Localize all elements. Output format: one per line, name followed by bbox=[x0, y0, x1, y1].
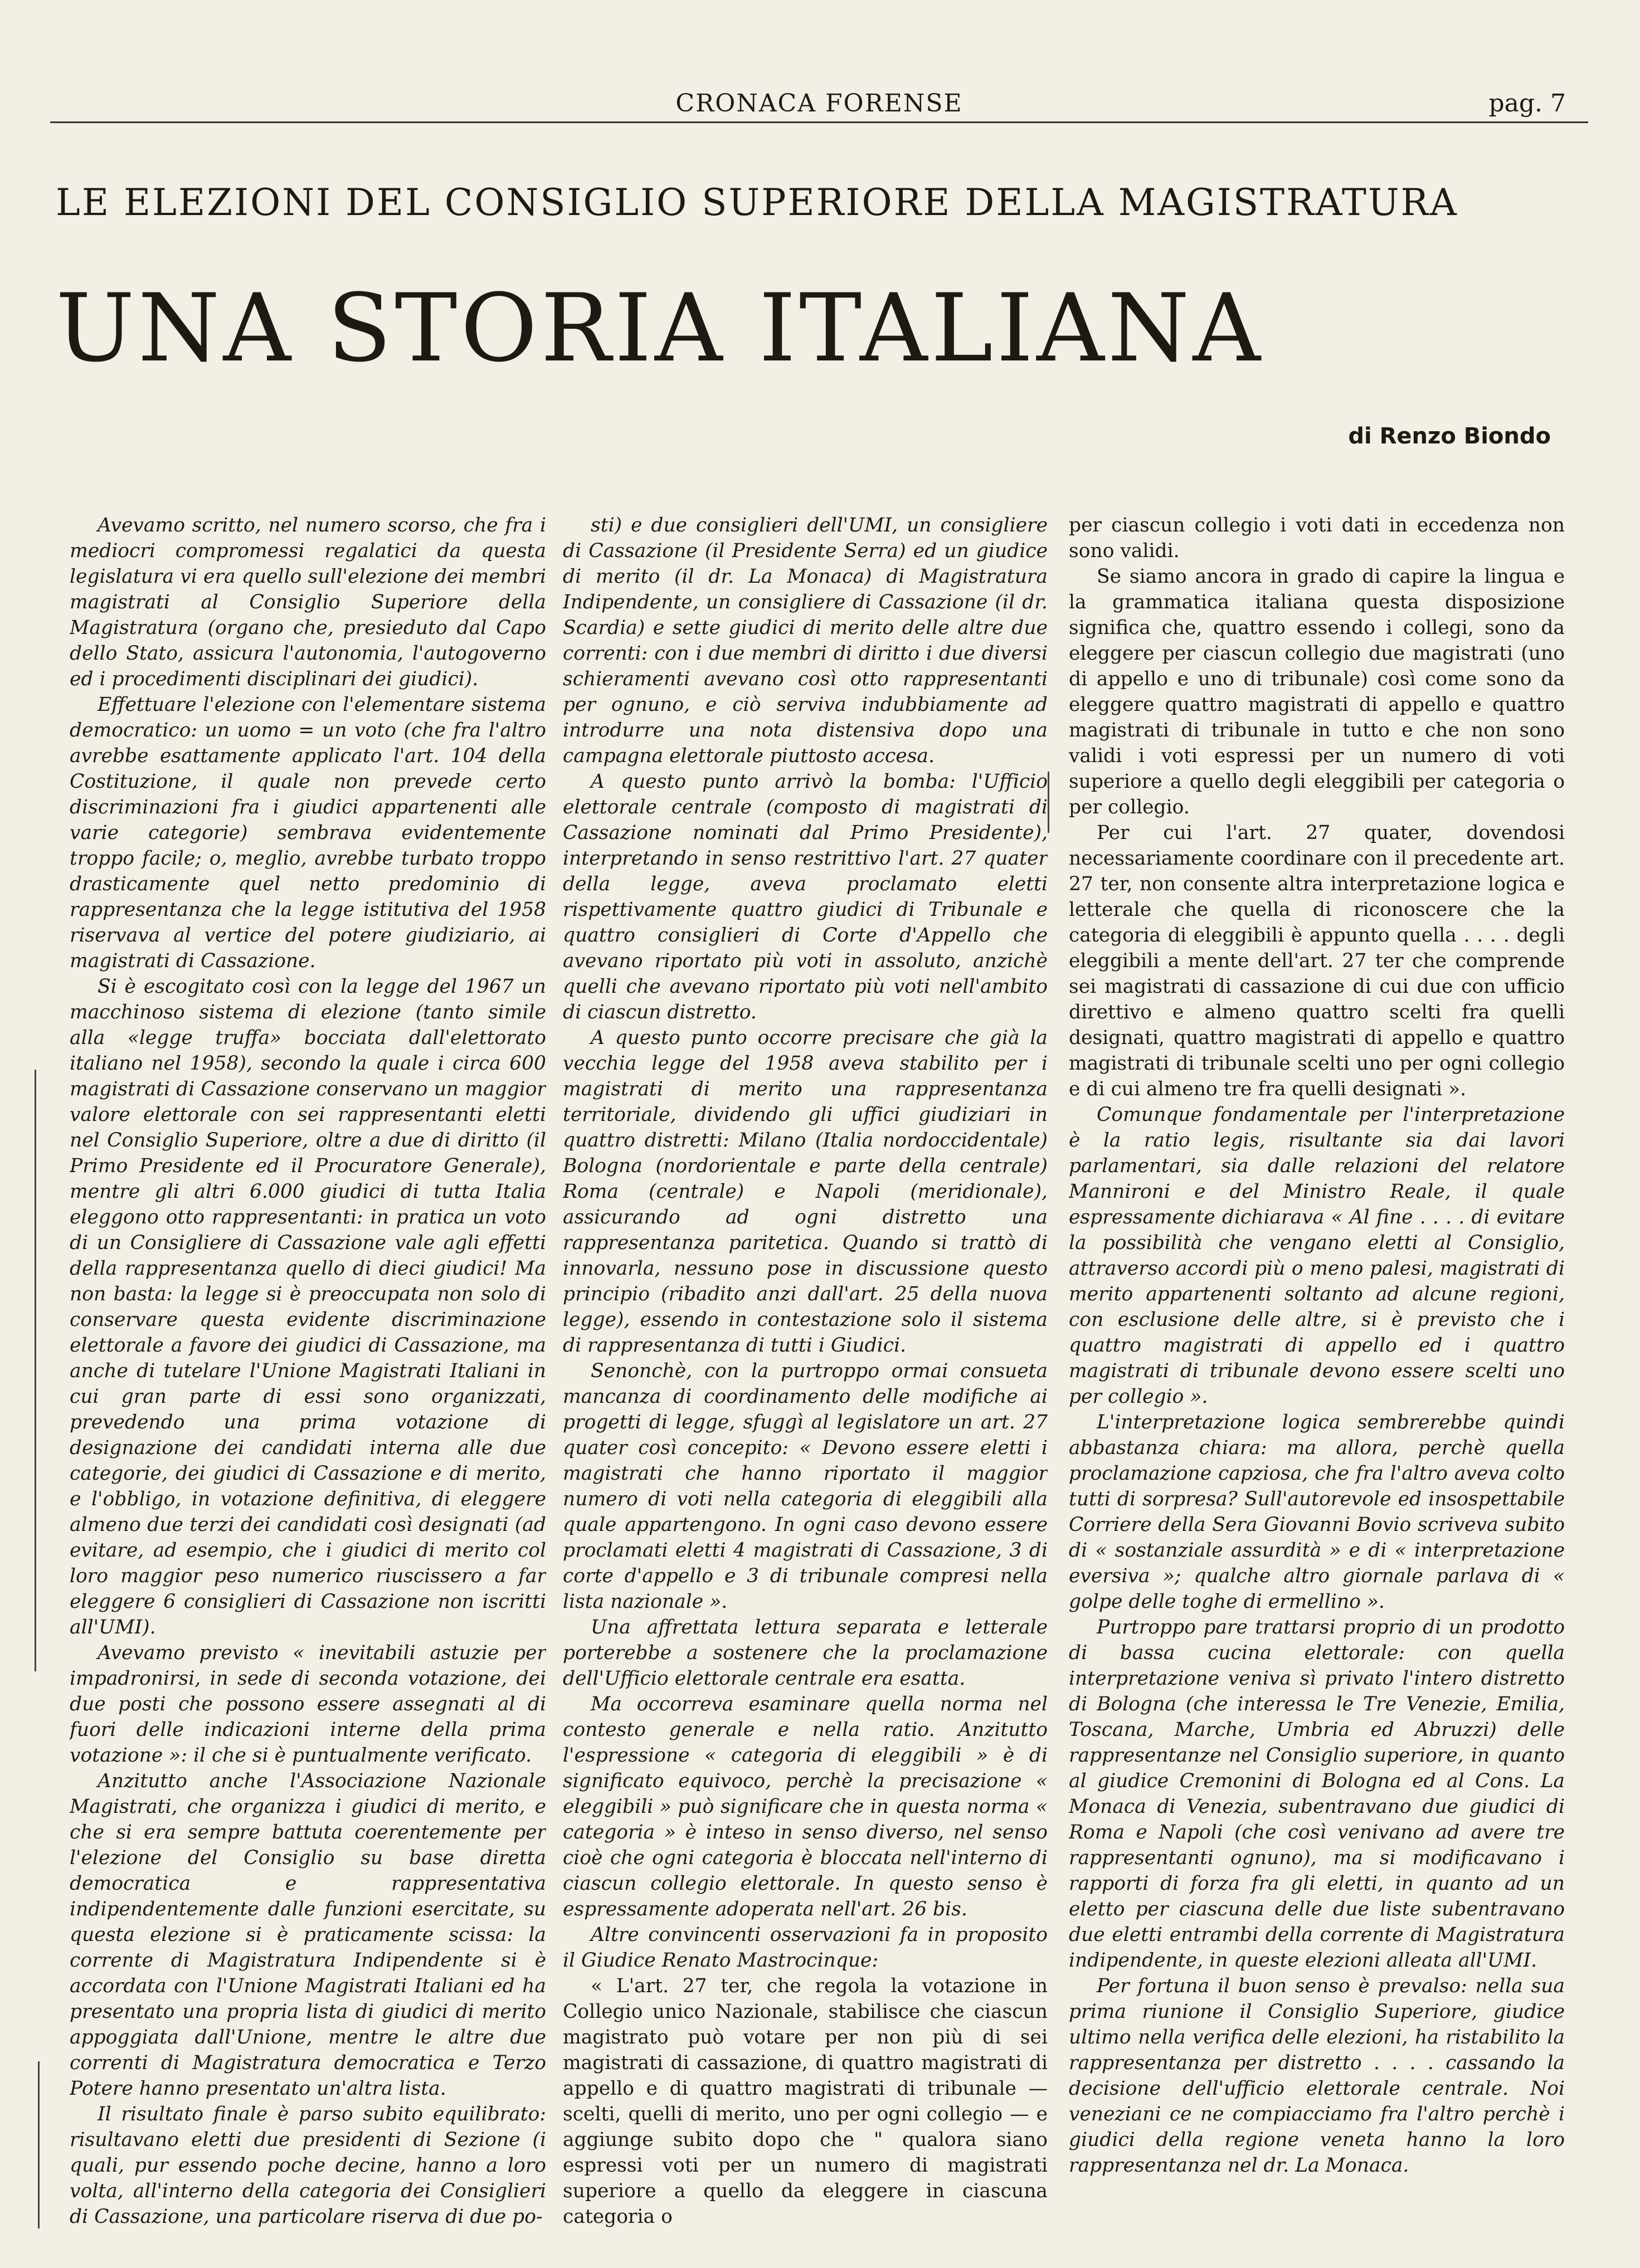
margin-mark bbox=[35, 1070, 36, 1671]
paragraph: L'interpretazione logica sembrerebbe quindi abbastanza chiara: ma allora, perchè quella proclamazione capziosa, che fra l'altro aveva colto tutti di sorpresa? Sull'autorevole ed insospettabile Corriere della Sera Giovanni Bovio scriveva subito di « sostanziale assurdità » e di « interpretazione eversiva »; qualche altro giornale parlava di « golpe delle toghe di ermellino ». bbox=[1069, 1411, 1565, 1613]
text-column-2 bbox=[563, 513, 1048, 2228]
paragraph: Effettuare l'elezione con l'elementare sistema democratico: un uomo = un voto (che fra l'altro avrebbe esattamente applicato l'art. 104 della Costituzione, il quale non prevede certo discriminazioni fra i giudici appartenenti alle varie categorie) sembrava evidentemente troppo facile; o, meglio, avrebbe turbato troppo drasticamente quel netto predominio di rappresentanza che la legge istitutiva del 1958 riservava al vertice del potere giudiziario, ai magistrati di Cassazione. bbox=[70, 694, 546, 972]
quotation-paragraph: Se siamo ancora in grado di capire la lingua e la grammatica italiana questa disposizione significa che, quattro essendo i collegi, sono da eleggere per ciascun collegio due magistrati (uno di appello e uno di tribunale) così come sono da eleggere quattro magistrati di appello e quattro magistrati di tribunale in tutto e che non sono validi i voti espressi per un numero di voti superiore a quello degli eleggibili per categoria o per collegio. bbox=[1069, 565, 1565, 818]
running-header bbox=[50, 84, 1588, 128]
article-headline: UNA STORIA ITALIANA bbox=[56, 274, 1264, 383]
paragraph: Senonchè, con la purtroppo ormai consueta mancanza di coordinamento delle modifiche ai progetti di legge, sfuggì al legislatore un art. 27 quater così concepito: « Devono essere eletti i magistrati che hanno riportato il maggior numero di voti nella categoria di eleggibili alla quale appartengono. In ogni caso devono essere proclamati eletti 4 magistrati di Cassazione, 3 di corte d'appello e 3 di tribunale compresi nella lista nazionale ». bbox=[563, 1360, 1048, 1613]
paragraph: sti) e due consiglieri dell'UMI, un consigliere di Cassazione (il Presidente Serra) ed un giudice di merito (il dr. La Monaca) di Magistratura Indipendente, un consigliere di Cassazione (il dr. Scardia) e sette giudici di merito delle altre due correnti: con i due membri di diritto i due diversi schieramenti avevano così otto rappresentanti per ognuno, e ciò serviva indubbiamente ad introdurre una nota distensiva dopo una campagna elettorale piuttosto accesa. bbox=[563, 514, 1048, 767]
paragraph: Si è escogitato così con la legge del 1967 un macchinoso sistema di elezione (tanto simile alla «legge truffa» bocciata dall'elettorato italiano nel 1958), secondo la quale i circa 600 magistrati di Cassazione conservano un maggior valore elettorale con sei rappresentanti eletti nel Consiglio Superiore, oltre a due di diritto (il Primo Presidente ed il Procuratore Generale), mentre gli altri 6.000 giudici di tutta Italia eleggono otto rappresentanti: in pratica un voto di un Consigliere di Cassazione vale agli effetti della rappresentanza quello di dieci giudici! Ma non basta: la legge si è preoccupata non solo di conservare questa evidente discriminazione elettorale a favore dei giudici di Cassazione, ma anche di tutelare l'Unione Magistrati Italiani in cui gran parte di essi sono organizzati, prevedendo una prima votazione di designazione dei candidati interna alle due categorie, dei giudici di Cassazione e di merito, e l'obbligo, in votazione definitiva, di eleggere almeno due terzi dei candidati così designati (ad evitare, ad esempio, che i giudici di merito col loro maggior peso numerico riuscissero a far eleggere 6 consiglieri di Cassazione non iscritti all'UMI). bbox=[70, 976, 546, 1638]
text-column-3 bbox=[1069, 513, 1565, 2228]
page-number: pag. 7 bbox=[1488, 89, 1566, 118]
paragraph: Avevamo scritto, nel numero scorso, che fra i mediocri compromessi regalatici da questa legislatura vi era quello sull'elezione dei membri magistrati al Consiglio Superiore della Magistratura (organo che, presieduto dal Capo dello Stato, assicura l'autonomia, l'autogoverno ed i procedimenti disciplinari dei giudici). bbox=[70, 514, 546, 690]
paragraph: Avevamo previsto « inevitabili astuzie per impadronirsi, in sede di seconda votazione, dei due posti che possono essere assegnati al di fuori delle indicazioni interne della prima votazione »: il che si è puntualmente verificato. bbox=[70, 1642, 546, 1767]
paragraph: Il risultato finale è parso subito equilibrato: risultavano eletti due presidenti di Sezione (i quali, pur essendo poche decine, hanno a loro volta, all'interno della categoria dei Consiglieri di Cassazione, una particolare riserva di due po- bbox=[70, 2103, 546, 2228]
paragraph: Purtroppo pare trattarsi proprio di un prodotto di bassa cucina elettorale: con quella interpretazione veniva sì privato l'intero distretto di Bologna (che interessa le Tre Venezie, Emilia, Toscana, Marche, Umbria ed Abruzzi) delle rappresentanze nel Consiglio superiore, in quanto al giudice Cremonini di Bologna ed al Cons. La Monaca di Venezia, subentravano due giudici di Roma e Napoli (che così venivano ad avere tre rappresentanti ognuno), ma si modificavano i rapporti di forza fra gli eletti, in quanto ad un eletto per ciascuna delle due liste subentravano due eletti entrambi della corrente di Magistratura indipendente, in queste elezioni alleata all'UMI. bbox=[1069, 1616, 1565, 1972]
paragraph: A questo punto arrivò la bomba: l'Ufficio elettorale centrale (composto di magistrati di Cassazione nominati dal Primo Presidente), interpretando in senso restrittivo l'art. 27 quater della legge, aveva proclamato eletti rispettivamente quattro giudici di Tribunale e quattro consiglieri di Corte d'Appello che avevano riportato più voti in assoluto, anzichè quelli che avevano riportato più voti nell'ambito di ciascun distretto. bbox=[563, 770, 1048, 1023]
running-title: CRONACA FORENSE bbox=[675, 89, 963, 118]
paragraph: A questo punto occorre precisare che già la vecchia legge del 1958 aveva stabilito per i magistrati di merito una rappresentanza territoriale, dividendo gli uffici giudiziari in quattro distretti: Milano (Italia nordoccidentale) Bologna (nordorientale e parte della centrale) Roma (centrale) e Napoli (meridionale), assicurando ad ogni distretto una rappresentanza paritetica. Quando si trattò di innovarla, nessuno pose in discussione questo principio (ribadito anzi dall'art. 25 della nuova legge), essendo in contestazione solo il sistema di rappresentanza di tutti i Giudici. bbox=[563, 1027, 1048, 1357]
paragraph: Altre convincenti osservazioni fa in proposito il Giudice Renato Mastrocinque: bbox=[563, 1924, 1048, 1972]
paragraph: Comunque fondamentale per l'interpretazione è la ratio legis, risultante sia dai lavori parlamentari, sia dalle relazioni del relatore Mannironi e del Ministro Reale, il quale espressamente dichiarava « Al fine . . . . di evitare la possibilità che vengano eletti al Consiglio, attraverso accordi più o meno palesi, magistrati di merito appartenenti soltanto ad alcune regioni, con esclusione delle altre, si è previsto che i quattro magistrati di appello ed i quattro magistrati di tribunale devono essere scelti uno per collegio ». bbox=[1069, 1104, 1565, 1408]
paragraph: Ma occorreva esaminare quella norma nel contesto generale e nella ratio. Anzitutto l'espressione « categoria di eleggibili » è di significato equivoco, perchè la precisazione « eleggibili » può significare che in questa norma « categoria » è inteso in senso diverso, nel senso cioè che ogni categoria è bloccata nell'interno di ciascun collegio elettorale. In questo senso è espressamente adoperata nell'art. 26 bis. bbox=[563, 1693, 1048, 1920]
article-byline: di Renzo Biondo bbox=[1348, 423, 1551, 449]
margin-mark bbox=[1048, 772, 1049, 833]
paragraph: Anzitutto anche l'Associazione Nazionale Magistrati, che organizza i giudici di merito, e che si era sempre battuta coerentemente per l'elezione del Consiglio su base diretta democratica e rappresentativa indipendentemente dalle funzioni esercitate, su questa elezione si è praticamente scissa: la corrente di Magistratura Indipendente si è accordata con l'Unione Magistrati Italiani ed ha presentato una propria lista di giudici di merito appoggiata dall'Unione, mentre le altre due correnti di Magistratura democratica e Terzo Potere hanno presentato un'altra lista. bbox=[70, 1770, 546, 2100]
quotation-paragraph: per ciascun collegio i voti dati in eccedenza non sono validi. bbox=[1069, 514, 1565, 562]
quotation-paragraph: « L'art. 27 ter, che regola la votazione in Collegio unico Nazionale, stabilisce che ciascun magistrato può votare per non più di sei magistrati di cassazione, di quattro magistrati di appello e di quattro magistrati di tribunale — scelti, quelli di merito, uno per ogni collegio — e aggiunge subito dopo che " qualora siano espressi voti per un numero di magistrati superiore a quello da eleggere in ciascuna categoria o bbox=[563, 1975, 1048, 2228]
text-column-1 bbox=[70, 513, 546, 2228]
paragraph: Una affrettata lettura separata e letterale porterebbe a sostenere che la proclamazione dell'Ufficio elettorale centrale era esatta. bbox=[563, 1616, 1048, 1690]
quotation-paragraph: Per cui l'art. 27 quater, dovendosi necessariamente coordinare con il precedente art. 27 ter, non consente altra interpretazione logica e letterale che quella di riconoscere che la categoria di eleggibili è appunto quella . . . . degli eleggibili a mente dell'art. 27 ter che comprende sei magistrati di cassazione di cui due con ufficio direttivo e almeno quattro scelti fra quelli designati, quattro magistrati di appello e quattro magistrati di tribunale scelti uno per ogni collegio e di cui almeno tre fra quelli designati ». bbox=[1069, 822, 1565, 1100]
paragraph: Per fortuna il buon senso è prevalso: nella sua prima riunione il Consiglio Superiore, giudice ultimo nella verifica delle elezioni, ha ristabilito la rappresentanza per distretto . . . . cassando la decisione dell'ufficio elettorale centrale. Noi veneziani ce ne compiacciamo fra l'altro perchè i giudici della regione veneta hanno la loro rappresentanza nel dr. La Monaca. bbox=[1069, 1975, 1565, 2177]
margin-mark bbox=[38, 2061, 40, 2228]
header-rule bbox=[50, 121, 1588, 123]
article-kicker: LE ELEZIONI DEL CONSIGLIO SUPERIORE DELLA MAGISTRATURA bbox=[56, 181, 1458, 224]
